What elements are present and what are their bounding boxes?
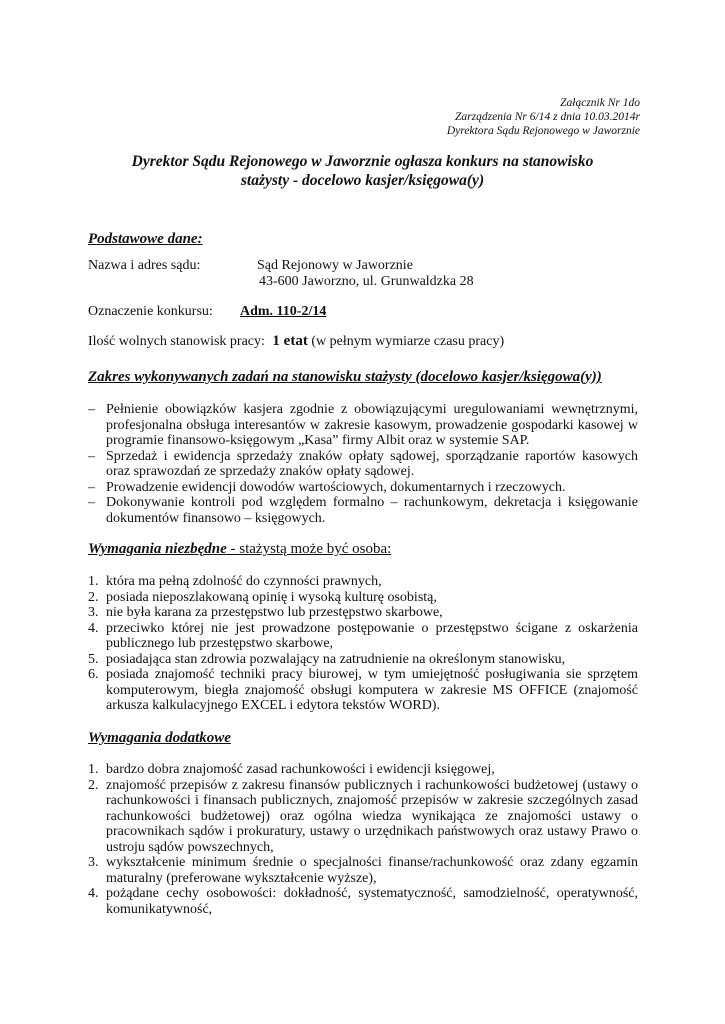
court-name: Sąd Rejonowy w Jaworznie (257, 258, 413, 273)
title-line-2: stażysty - docelowo kasjer/księgowa(y) (240, 172, 485, 189)
contest-value: Adm. 110-2/14 (240, 304, 327, 319)
additional-heading: Wymagania dodatkowe (88, 730, 231, 746)
positions-note: (w pełnym wymiarze czasu pracy) (311, 334, 505, 349)
required-heading-suffix: - stażystą może być osoba: (226, 541, 392, 557)
list-item: 2. posiada nieposzlakowaną opinię i wysoką kulturę osobistą, (88, 589, 437, 605)
contest-label: Oznaczenie konkursu: (88, 304, 213, 319)
basic-data-heading: Podstawowe dane: (88, 231, 203, 247)
court-label: Nazwa i adres sądu: (88, 258, 201, 273)
list-item: 2. znajomość przepisów z zakresu finansów publicznych i rachunkowości budżetowej (ustawy o rachunkowości i finansach publicznych, znajomość przepisów w zakresie szczególnych zasad rachunkowości budżetowej) oraz ogólna wiedza wynikająca ze znajomości ustawy o pracownikach sądów i prokuratury, ustawy o urzędnikach państwowych oraz ustawy Prawo o ustroju sądów powszechnych, (88, 777, 638, 855)
required-list (88, 574, 638, 714)
document-title (88, 152, 637, 190)
list-item: 3. wykształcenie minimum średnie o specjalności finanse/rachunkowość oraz zdany egzamin maturalny (preferowane wykształcenie wyższe), (88, 855, 638, 886)
annex-note (447, 96, 640, 138)
court-row (88, 258, 638, 292)
list-item: – Prowadzenie ewidencji dowodów wartościowych, dokumentarnych i rzeczowych. (88, 479, 566, 495)
list-item: 6. posiada znajomość techniki pracy biurowej, w tym umiejętność posługiwania sie sprzętem komputerowym, biegła znajomość obsługi komputera w zakresie MS OFFICE (znajomość arkusza kalkulacyjnego EXCEL i edytora tekstów WORD). (88, 667, 638, 713)
duties-heading: Zakres wykonywanych zadań na stanowisku stażysty (docelowo kasjer/księgowa(y)) (88, 369, 602, 385)
additional-list (88, 762, 638, 917)
positions-value: 1 etat (272, 333, 308, 349)
required-heading: Wymagania niezbędne - stażystą może być osoba: (88, 541, 392, 557)
list-item: 5. posiadająca stan zdrowia pozwalający na zatrudnienie na określonym stanowisku, (88, 651, 566, 667)
list-item: 1. która ma pełną zdolność do czynności prawnych, (88, 574, 382, 589)
contest-row (88, 304, 638, 322)
list-marker: – (88, 402, 95, 417)
annex-line-3: Dyrektora Sądu Rejonowego w Jaworznie (446, 125, 640, 137)
positions-row (88, 333, 504, 350)
list-item: – Sprzedaż i ewidencja sprzedaży znaków opłaty sądowej, sporządzanie raportów kasowych oraz sprawozdań ze sprzedaży znaków opłaty sądowej. (88, 448, 638, 479)
court-address: 43-600 Jaworzno, ul. Grunwaldzka 28 (259, 274, 474, 289)
title-line-1: Dyrektor Sądu Rejonowego w Jaworznie ogłasza konkurs na stanowisko (131, 153, 594, 170)
list-item: 4. przeciwko której nie jest prowadzone postępowanie o przestępstwo ścigane z oskarżenia publicznego lub przestępstwo skarbowe, (88, 620, 638, 651)
list-item: – Pełnienie obowiązków kasjera zgodnie z obowiązującymi uregulowaniami wewnętrznymi, profesjonalna obsługa interesantów w zakresie kasowym, prowadzenie gospodarki kasowej w programie finansowo-księgowym „Kasa” firmy Albit oraz w systemie SAP. (88, 402, 638, 448)
annex-line-2: Zarządzenia Nr 6/14 z dnia 10.03.2014r (455, 111, 640, 123)
list-item: 3. nie była karana za przestępstwo lub przestępstwo skarbowe, (88, 605, 443, 620)
list-marker: – (88, 495, 95, 510)
list-marker: – (88, 479, 95, 495)
list-marker: – (88, 448, 95, 464)
list-item: 4. pożądane cechy osobowości: dokładność, systematyczność, samodzielność, operatywność, komunikatywność, (88, 886, 638, 917)
positions-label: Ilość wolnych stanowisk pracy: (88, 334, 265, 349)
duties-list (88, 402, 638, 526)
annex-line-1: Załącznik Nr 1do (560, 97, 640, 109)
list-item: 1. bardzo dobra znajomość zasad rachunkowości i ewidencji księgowej, (88, 762, 495, 777)
list-item: – Dokonywanie kontroli pod względem formalno – rachunkowym, dekretacja i księgowanie dokumentów finansowo – księgowych. (88, 495, 638, 526)
